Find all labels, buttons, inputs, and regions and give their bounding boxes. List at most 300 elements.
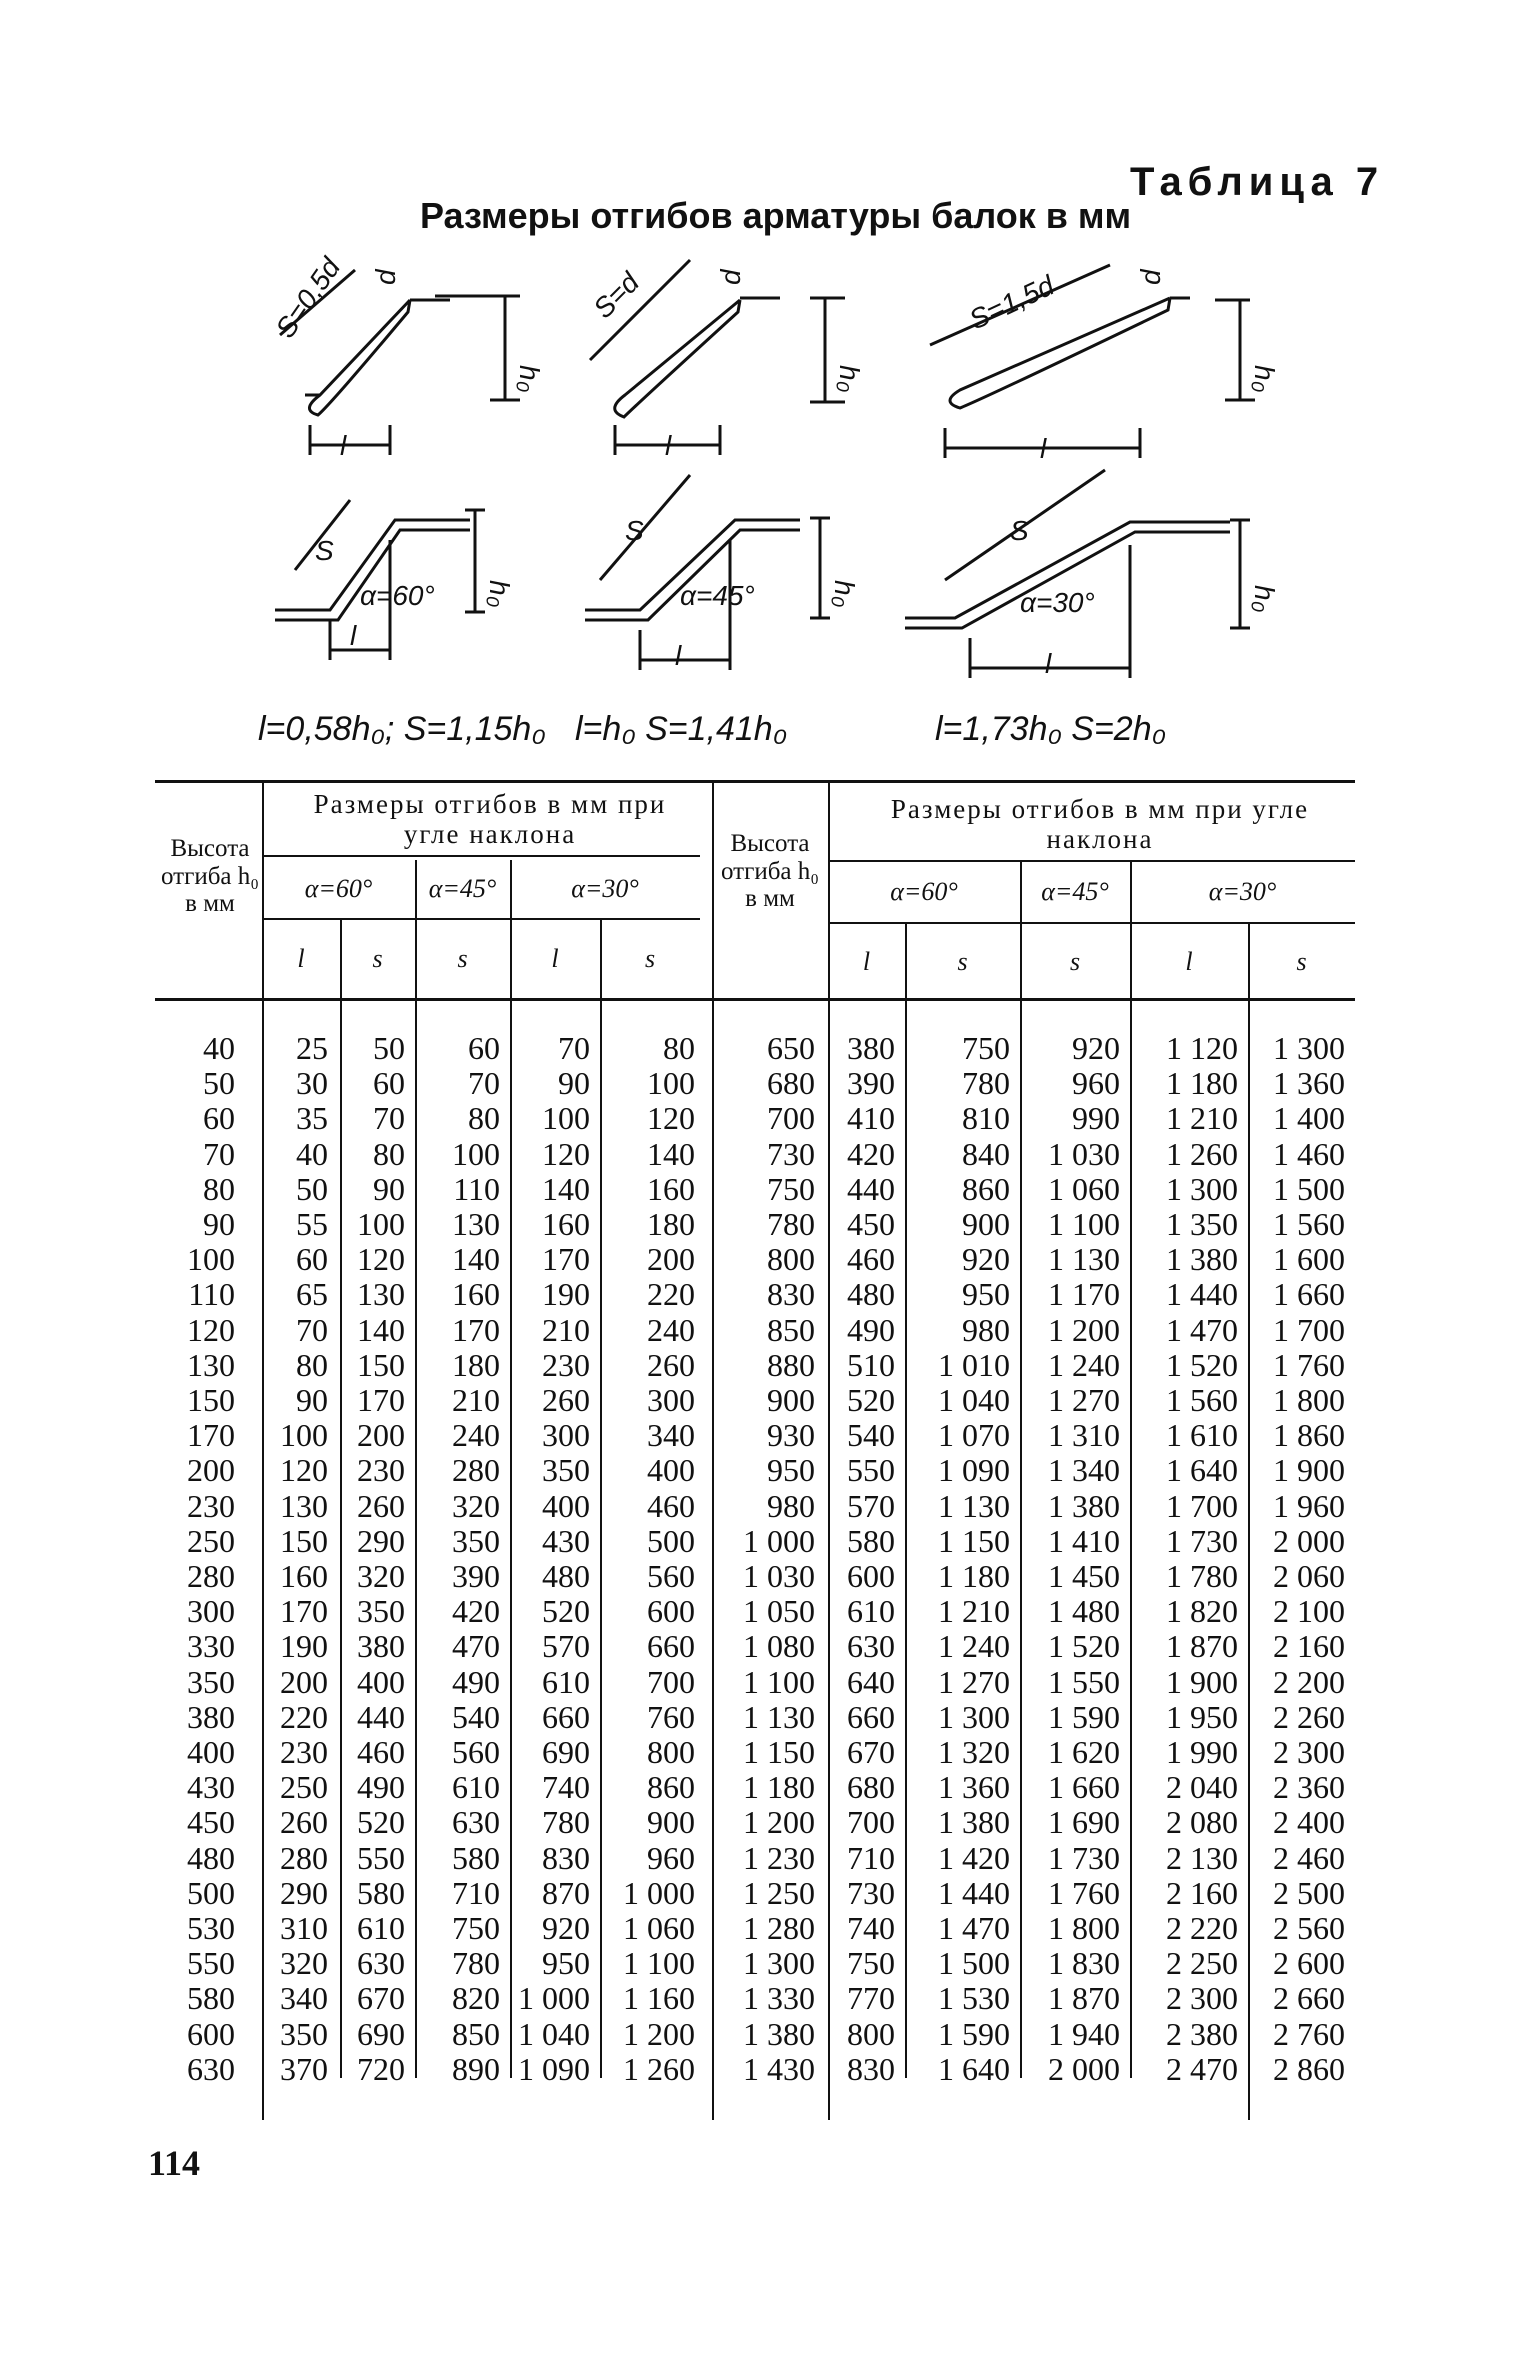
table-cell: 670 [357,1980,405,2017]
table-cell: 1 690 [1048,1804,1120,1841]
table-cell: 1 800 [1048,1910,1120,1946]
table-cell: 320 [452,1487,500,1524]
table-cell: 1 610 [1166,1417,1238,1454]
table-cell: 410 [847,1100,895,1137]
table-cell: 520 [847,1382,895,1418]
table-cell: 200 [357,1417,405,1454]
table-cell: 1 590 [938,2015,1010,2052]
bottom-2-l-label: l [675,640,682,671]
table-cell: 430 [187,1769,235,1806]
table-cell: 120 [542,1135,590,1172]
table-cell: 1 360 [1273,1065,1345,1102]
table-cell: 1 040 [518,2015,590,2052]
table-cell: 690 [542,1734,590,1770]
table-cell: 990 [1072,1100,1120,1137]
table-cell: 1 820 [1166,1593,1238,1630]
table-cell: 200 [280,1663,328,1700]
bottom-1-h-label: h₀ [484,580,515,608]
table-cell: 560 [452,1734,500,1770]
table-cell: 760 [647,1698,695,1735]
table-cell: 60 [373,1065,405,1102]
col-l-60-right: l [862,947,871,976]
table-cell: 280 [187,1558,235,1594]
table-cell: 55 [296,1206,328,1242]
table-cell: 950 [542,1945,590,1982]
height-header-left: Высота отгиба h₀ в мм [160,835,259,917]
table-cell: 780 [767,1206,815,1242]
table-cell: 750 [962,1030,1010,1066]
bottom-1-l-label: l [350,620,357,651]
table-cell: 680 [767,1065,815,1102]
table-cell: 100 [452,1135,500,1172]
table-cell: 450 [187,1804,235,1841]
table-cell: 40 [203,1030,235,1066]
table-cell: 50 [296,1170,328,1207]
table-cell: 2 660 [1273,1980,1345,2017]
table-cell: 540 [847,1417,895,1454]
table-cell: 1 100 [623,1945,695,1982]
top-3-s-label: S=1,5d [964,269,1059,336]
table-cell: 1 050 [743,1593,815,1630]
table-cell: 500 [647,1522,695,1559]
table-cell: 1 450 [1048,1558,1120,1594]
table-cell: 1 130 [938,1487,1010,1524]
table-cell: 950 [767,1452,815,1489]
top-3-d-label: d [1135,269,1166,285]
table-cell: 1 380 [1048,1487,1120,1524]
table-cell: 540 [452,1698,500,1735]
col-l-30-left: l [551,944,559,973]
table-cell: 1 780 [1166,1558,1238,1594]
table-cell: 580 [357,1874,405,1911]
table-cell: 1 590 [1048,1698,1120,1735]
table-cell: 70 [468,1065,500,1102]
table-cell: 1 520 [1166,1346,1238,1383]
bottom-2-h-label: h₀ [829,580,860,608]
table-cell: 170 [187,1417,235,1454]
table-cell: 1 960 [1273,1487,1345,1524]
table-cell: 240 [452,1417,500,1454]
table-cell: 2 220 [1166,1910,1238,1946]
col-l-60-left: l [297,944,305,973]
table-cell: 850 [452,2015,500,2052]
table-cell: 2 500 [1273,1874,1345,1911]
table-cell: 390 [452,1558,500,1594]
bottom-2-s-label: S [625,515,644,546]
angle-60-right: α=60° [890,877,958,906]
table-cell: 120 [280,1452,328,1489]
table-cell: 2 300 [1166,1980,1238,2017]
table-cell: 300 [542,1417,590,1454]
diagram-bottom-3 [905,470,1250,678]
table-cell: 1 360 [938,1769,1010,1806]
table-cell: 160 [280,1558,328,1594]
table-cell: 1 000 [623,1874,695,1911]
table-cell: 580 [187,1980,235,2017]
table-cell: 980 [962,1311,1010,1348]
table-cell: 580 [847,1522,895,1559]
angle-30-left: α=30° [571,874,639,903]
table-cell: 1 470 [1166,1311,1238,1348]
table-cell: 1 060 [1048,1170,1120,1207]
table-cell: 750 [767,1170,815,1207]
col-s-45-left: s [457,944,468,973]
table-cell: 1 130 [1048,1241,1120,1278]
table-cell: 1 500 [1273,1170,1345,1207]
table-cell: 1 300 [743,1945,815,1982]
table-cell: 400 [542,1487,590,1524]
table-cell: 80 [373,1135,405,1172]
table-cell: 1 300 [1166,1170,1238,1207]
table-cell: 1 180 [938,1558,1010,1594]
table-cell: 460 [847,1241,895,1278]
table-cell: 1 030 [743,1558,815,1594]
table-cell: 1 950 [1166,1698,1238,1735]
table-cell: 1 090 [518,2050,590,2087]
table-cell: 780 [542,1804,590,1841]
top-2-d-label: d [715,269,746,285]
bend-diagrams [0,0,1535,770]
table-cell: 740 [542,1769,590,1806]
table-cell: 260 [280,1804,328,1841]
top-1-d-label: d [370,269,401,285]
table-cell: 1 660 [1048,1769,1120,1806]
table-cell: 550 [187,1945,235,1982]
table-cell: 680 [847,1769,895,1806]
table-cell: 640 [847,1663,895,1700]
col-l-30-right: l [1185,947,1193,976]
table-cell: 830 [542,1839,590,1876]
table-cell: 710 [847,1839,895,1876]
table-cell: 160 [647,1170,695,1207]
table-cell: 1 120 [1166,1030,1238,1066]
table-cell: 900 [767,1382,815,1418]
angle-45-right: α=45° [1041,877,1109,906]
table-cell: 300 [187,1593,235,1630]
table-cell: 1 860 [1273,1417,1345,1454]
table-cell: 2 600 [1273,1945,1345,1982]
table-cell: 450 [847,1206,895,1242]
table-cell: 520 [542,1593,590,1630]
table-cell: 100 [187,1241,235,1278]
table-cell: 240 [647,1311,695,1348]
table-cell: 430 [542,1522,590,1559]
table-cell: 1 090 [938,1452,1010,1489]
table-cell: 80 [296,1346,328,1383]
table-cell: 1 260 [1166,1135,1238,1172]
angle-30-right: α=30° [1208,877,1277,906]
table-cell: 350 [542,1452,590,1489]
table-cell: 660 [542,1698,590,1735]
table-cell: 1 330 [743,1980,815,2017]
table-cell: 440 [847,1170,895,1207]
table-cell: 550 [357,1839,405,1876]
angle-60-left: α=60° [304,874,373,903]
table-cell: 830 [847,2050,895,2087]
table-cell: 130 [280,1487,328,1524]
table-cell: 210 [452,1382,500,1418]
table-cell: 440 [357,1698,405,1735]
table-cell: 35 [296,1100,328,1137]
table-cell: 880 [767,1346,815,1383]
table-cell: 700 [767,1100,815,1137]
table-cell: 280 [452,1452,500,1489]
table-cell: 80 [203,1170,235,1207]
table-cell: 660 [847,1698,895,1735]
table-cell: 100 [542,1100,590,1137]
table-cell: 860 [647,1769,695,1806]
page-title: Размеры отгибов арматуры балок в мм [420,195,1132,236]
table-cell: 2 130 [1166,1839,1238,1876]
table-cell: 2 560 [1273,1910,1345,1946]
table-cell: 1 500 [938,1945,1010,1982]
table-cell: 1 870 [1166,1628,1238,1665]
table-cell: 900 [647,1804,695,1841]
table-cell: 2 760 [1273,2015,1345,2052]
bottom-3-h-label: h₀ [1249,585,1280,613]
table-cell: 120 [647,1100,695,1137]
table-cell: 1 350 [1166,1206,1238,1242]
table-cell: 520 [357,1804,405,1841]
table-cell: 210 [542,1311,590,1348]
table-cell: 550 [847,1452,895,1489]
table-cell: 2 000 [1273,1522,1345,1559]
top-2-h-label: h₀ [834,365,865,393]
table-cell: 1 830 [1048,1945,1120,1982]
table-cell: 60 [296,1241,328,1278]
table-cell: 1 300 [938,1698,1010,1735]
table-cell: 140 [357,1311,405,1348]
top-1-l-label: l [340,430,347,461]
table-cell: 100 [357,1206,405,1242]
table-cell: 150 [187,1382,235,1418]
table-cell: 750 [452,1910,500,1946]
table-cell: 1 430 [743,2050,815,2087]
table-cell: 30 [296,1065,328,1102]
table-cell: 190 [542,1276,590,1313]
table-cell: 1 280 [743,1910,815,1946]
table-header-rule [155,998,1355,1001]
table-cell: 300 [647,1382,695,1418]
table-cell: 420 [452,1593,500,1630]
table-cell: 1 130 [743,1698,815,1735]
table-cell: 330 [187,1628,235,1665]
table-cell: 340 [280,1980,328,2017]
table-cell: 1 000 [518,1980,590,2017]
table-cell: 80 [468,1100,500,1137]
table-cell: 2 460 [1273,1839,1345,1876]
table-cell: 60 [468,1030,500,1066]
table-cell: 170 [280,1593,328,1630]
table-cell: 2 860 [1273,2050,1345,2087]
height-header-right: Высота отгиба h₀ в мм [720,830,819,912]
bottom-3-s-label: S [1010,515,1029,546]
table-cell: 370 [280,2050,328,2087]
table-cell: 460 [647,1487,695,1524]
table-cell: 740 [847,1910,895,1946]
table-cell: 1 210 [938,1593,1010,1630]
table-cell: 480 [187,1839,235,1876]
table-cell: 1 210 [1166,1100,1238,1137]
table-cell: 1 240 [1048,1346,1120,1383]
table-cell: 2 360 [1273,1769,1345,1806]
table-cell: 1 760 [1048,1874,1120,1911]
table-cell: 1 310 [1048,1417,1120,1454]
diagram-top-3 [930,265,1255,458]
table-cell: 70 [203,1135,235,1172]
formula-60: l=0,58h₀; S=1,15h₀ [258,710,546,748]
table-cell: 320 [357,1558,405,1594]
table-cell: 630 [847,1628,895,1665]
table-cell: 2 260 [1273,1698,1345,1735]
table-cell: 1 100 [1048,1206,1120,1242]
table-cell: 580 [452,1839,500,1876]
table-cell: 900 [962,1206,1010,1242]
table-cell: 1 150 [938,1522,1010,1559]
table-cell: 260 [357,1487,405,1524]
table-cell: 1 270 [938,1663,1010,1700]
table-cell: 820 [452,1980,500,2017]
table-cell: 480 [847,1276,895,1313]
table-cell: 2 000 [1048,2050,1120,2087]
table-cell: 100 [647,1065,695,1102]
formula-30: l=1,73h₀ S=2h₀ [935,710,1166,748]
table-cell: 380 [357,1628,405,1665]
table-cell: 1 410 [1048,1522,1120,1559]
table-cell: 1 660 [1273,1276,1345,1313]
table-cell: 660 [647,1628,695,1665]
table-cell: 400 [357,1663,405,1700]
table-cell: 340 [647,1417,695,1454]
table-cell: 70 [296,1311,328,1348]
table-cell: 350 [280,2015,328,2052]
table-cell: 750 [847,1945,895,1982]
table-cell: 65 [296,1276,328,1313]
table-cell: 70 [558,1030,590,1066]
table-cell: 1 380 [743,2015,815,2052]
table-cell: 690 [357,2015,405,2052]
table-cell: 1 640 [938,2050,1010,2087]
table-cell: 1 180 [1166,1065,1238,1102]
bottom-2-angle-label: α=45° [680,580,755,611]
bottom-3-angle-label: α=30° [1020,587,1095,618]
table-cell: 1 640 [1166,1452,1238,1489]
table-cell: 840 [962,1135,1010,1172]
table-cell: 780 [962,1065,1010,1102]
table-cell: 350 [357,1593,405,1630]
table-cell: 2 060 [1273,1558,1345,1594]
table-cell: 150 [357,1346,405,1383]
table-cell: 1 060 [623,1910,695,1946]
table-cell: 90 [203,1206,235,1242]
table-cell: 890 [452,2050,500,2087]
bottom-3-l-label: l [1045,648,1052,679]
table-cell: 290 [357,1522,405,1559]
table-cell: 950 [962,1276,1010,1313]
table-cell: 120 [357,1241,405,1278]
table-cell: 1 380 [938,1804,1010,1841]
table-cell: 140 [647,1135,695,1172]
table-cell: 230 [280,1734,328,1770]
table-cell: 600 [847,1558,895,1594]
table-cell: 830 [767,1276,815,1313]
table-cell: 70 [373,1100,405,1137]
table-cell: 1 380 [1166,1241,1238,1278]
table-cell: 1 230 [743,1839,815,1876]
table-cell: 920 [1072,1030,1120,1066]
table-cell: 130 [452,1206,500,1242]
table-cell: 650 [767,1030,815,1066]
table-cell: 460 [357,1734,405,1770]
table-cell: 140 [542,1170,590,1207]
table-cell: 1 010 [938,1346,1010,1383]
table-cell: 710 [452,1874,500,1911]
table-cell: 1 160 [623,1980,695,2017]
sizes-header-right: Размеры отгибов в мм при угле наклона [890,794,1310,854]
table-cell: 2 200 [1273,1663,1345,1700]
table-cell: 490 [847,1311,895,1348]
table-cell: 260 [542,1382,590,1418]
table-cell: 50 [203,1065,235,1102]
table-cell: 1 700 [1166,1487,1238,1524]
table-cell: 810 [962,1100,1010,1137]
table-cell: 110 [188,1276,235,1313]
table-cell: 1 150 [743,1734,815,1770]
table-cell: 1 250 [743,1874,815,1911]
table-cell: 1 100 [743,1663,815,1700]
table-cell: 150 [280,1522,328,1559]
table-cell: 1 800 [1273,1382,1345,1418]
table-cell: 610 [452,1769,500,1806]
table-cell: 780 [452,1945,500,1982]
table-cell: 700 [847,1804,895,1841]
table-cell: 980 [767,1487,815,1524]
table-cell: 170 [542,1241,590,1278]
table-cell: 220 [280,1698,328,1735]
table-cell: 160 [452,1276,500,1313]
table-cell: 1 200 [1048,1311,1120,1348]
table-cell: 250 [280,1769,328,1806]
table-cell: 600 [647,1593,695,1630]
table-cell: 230 [542,1346,590,1383]
table-cell: 630 [357,1945,405,1982]
table-cell: 40 [296,1135,328,1172]
table-cell: 1 730 [1166,1522,1238,1559]
table-cell: 280 [280,1839,328,1876]
table-cell: 1 620 [1048,1734,1120,1770]
table-cell: 1 700 [1273,1311,1345,1348]
table-cell: 2 400 [1273,1804,1345,1841]
table-cell: 1 470 [938,1910,1010,1946]
table-cell: 2 040 [1166,1769,1238,1806]
table-cell: 1 460 [1273,1135,1345,1172]
diagram-bottom-2 [585,475,830,670]
col-s-60-right: s [957,947,968,976]
table-cell: 1 480 [1048,1593,1120,1630]
table-cell: 180 [452,1346,500,1383]
table-cell: 470 [452,1628,500,1665]
table-cell: 2 100 [1273,1593,1345,1630]
table-cell: 560 [647,1558,695,1594]
table-cell: 290 [280,1874,328,1911]
table-cell: 800 [647,1734,695,1770]
table-cell: 1 560 [1273,1206,1345,1242]
top-2-l-label: l [665,430,672,461]
table-cell: 1 030 [1048,1135,1120,1172]
table-cell: 60 [203,1100,235,1137]
bottom-1-s-label: S [315,535,334,566]
table-cell: 320 [280,1945,328,1982]
